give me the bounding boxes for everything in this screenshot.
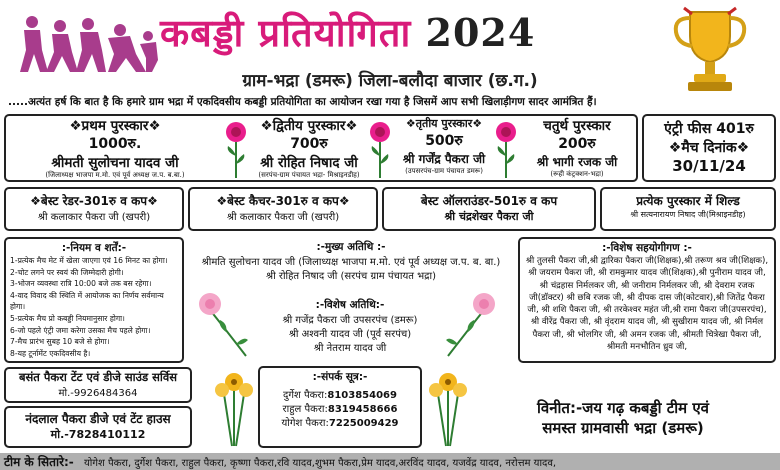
- rule-item: 7-मैच प्रारंभ सुबह 10 बजे से होगा।: [10, 337, 110, 347]
- contact-box: [258, 366, 422, 448]
- sponsor-phone: मो.-7828410112: [50, 428, 146, 441]
- yellow-flower-icon: [426, 370, 470, 452]
- award-title: ❖बेस्ट रेडर-301रु व कप❖: [30, 194, 158, 208]
- contact-phone[interactable]: 8103854069: [327, 390, 397, 401]
- contact-heading: :-संपर्क सूत्र:-: [312, 371, 368, 383]
- vineet-section: [470, 398, 776, 438]
- special-guest-heading: :-विशेष अतिथि:-: [315, 299, 385, 311]
- prize-title: चतुर्थ पुरस्कार: [543, 118, 611, 134]
- prize-fourth: [520, 116, 634, 179]
- team-stars-label: टीम के सितारे:-: [4, 455, 74, 469]
- sponsor-name: नंदलाल पैकरा डीजे एवं टेंट हाउस: [25, 412, 171, 426]
- location-subtitle: ग्राम-भद्रा (डमरू) जिला-बलौदा बाजार (छ.ग.): [242, 71, 538, 91]
- prize-sponsor: श्री भागी रजक जी: [536, 155, 618, 169]
- special-guest-line: श्री गजेंद्र पैकरा जी उपसरपंच (डमरू): [282, 315, 418, 326]
- prize-sponsor-desc: (सरपंच-ग्राम पंचायत भद्रा- मिश्राइनडीह): [258, 171, 360, 179]
- rule-item: 8-यह टूर्नामेंट एकदिवसीय है।: [10, 348, 91, 358]
- contact-phone[interactable]: 8319458666: [327, 404, 398, 415]
- chief-guest-line: श्रीमति सुलोचना यादव जी (जिलाध्यक्ष भाजपा म.मो. एवं पूर्व अध्यक्ष ज.प. ब. बा.): [201, 257, 501, 268]
- chief-guest-line: श्री रोहित निषाद जी (सरपंच ग्राम पंचायत भद्रा): [266, 271, 436, 282]
- rule-item: 3-भोजन व्यवस्था रात्रि 10:00 बजे तक बस रहेगा।: [10, 279, 152, 289]
- award-winner: श्री चंद्रशेखर पैकरा जी: [444, 210, 534, 223]
- rule-item: 6-जो पहले एंट्री जमा करेगा उसका मैच पहले होगा।: [10, 325, 151, 335]
- page-title: [160, 6, 620, 58]
- sponsor-phone: मो.-9926484364: [58, 388, 138, 399]
- award-best-catcher: [188, 187, 378, 231]
- prize-sponsor: श्री गर्जेंद्र पैकरा जी: [402, 152, 486, 166]
- match-date-label: ❖मैच दिनांक❖: [668, 140, 750, 156]
- sponsor-tent-sound: [4, 367, 192, 403]
- title-text: कबड्डी प्रतियोगिता: [160, 10, 412, 55]
- contact-name: राहुल पैकरा:: [282, 404, 328, 415]
- chief-guest-section: [186, 240, 516, 282]
- prize-title: ❖तृतीय पुरस्कार❖: [405, 117, 483, 130]
- pink-rose-icon: [442, 290, 498, 364]
- rose-icon: [224, 120, 248, 184]
- prize-amount: 200रु: [558, 136, 596, 152]
- prize-amount: 1000रु.: [88, 136, 142, 152]
- title-year: 2024: [425, 10, 536, 55]
- award-title: प्रत्येक पुरस्कार में शिल्ड: [636, 194, 740, 208]
- special-guest-section: [250, 298, 450, 354]
- yellow-flower-icon: [212, 370, 256, 452]
- trophy-icon: [662, 6, 758, 94]
- rule-item: 1-प्रत्येक मैच मेट में खेला जाएगा एवं 16 मिनट का होगा।: [10, 256, 168, 265]
- award-title: ❖बेस्ट कैचर-301रु व कप❖: [216, 194, 350, 208]
- prize-sponsor-desc: (रूही कंट्रक्शन-भद्रा): [550, 170, 604, 178]
- vineet-label: विनीत:: [537, 399, 576, 417]
- prize-sponsor: श्री रोहित निषाद जी: [260, 155, 358, 171]
- kabaddi-players-logo: [12, 14, 160, 78]
- supporters-heading: :-विशेष सहयोगीगण :-: [602, 242, 692, 254]
- prize-third: [394, 116, 494, 176]
- prize-amount: 500रु: [425, 133, 463, 149]
- award-winner: श्री सत्यनारायण निषाद जी(मिश्राइनडीह): [630, 210, 746, 219]
- team-stars-footer: [0, 453, 780, 470]
- supporters-box: [518, 237, 776, 363]
- award-best-raider: [4, 187, 184, 231]
- prize-first: [6, 116, 224, 180]
- team-stars-names: योगेश पैकरा, दुर्गेश पैकरा, राहुल पैकरा, कृष्णा पैकरा,रवि यादव,शुभम पैकरा,प्रेम यादव,अरविंद यादव, यजवेंद्र यादव, नरोत्तम यादव,: [83, 458, 557, 469]
- pink-rose-icon: [196, 290, 252, 364]
- rules-box: [4, 237, 184, 363]
- prize-sponsor: श्रीमती सुलोचना यादव जी: [51, 155, 179, 171]
- prize-amount: 700रु: [290, 136, 328, 152]
- award-title: बेस्ट ऑलराउंडर-501रु व कप: [420, 194, 558, 208]
- prize-title: ❖प्रथम पुरस्कार❖: [69, 118, 161, 134]
- rose-icon: [368, 120, 392, 184]
- award-shield: [600, 187, 776, 231]
- rule-item: 5-प्रत्येक मैच प्रो कबड्डी नियमानुसार होगा।: [10, 313, 125, 323]
- special-guest-line: श्री अश्वनी यादव जी (पूर्व सरपंच): [288, 329, 412, 340]
- entry-fee: एंट्री फीस 401रु: [664, 121, 754, 137]
- contact-item: [260, 401, 420, 415]
- sponsor-dj-tent: [4, 406, 192, 448]
- contact-phone[interactable]: 7225009429: [328, 418, 399, 429]
- prize-second: [250, 116, 368, 180]
- entry-box: [642, 114, 776, 182]
- contact-name: दुर्गेश पैकरा:: [283, 390, 328, 401]
- contact-name: योगेश पैकरा:: [281, 418, 329, 429]
- rule-item: 2-चोट लगने पर स्वयं की जिम्मेदारी होगी।: [10, 267, 124, 277]
- rose-icon: [494, 120, 518, 184]
- intro-text: .....अत्यंत हर्ष कि बात है कि हमारे ग्राम भद्रा में एकदिवसीय कबड्डी प्रतियोगिता का आयोजन रखा गया है जिसमें आप सभी खिलाड़ीगण सादर आमंत्रित हैं।: [8, 96, 597, 108]
- vineet-team: -जय गढ़ कबड्डी टीम एवं: [575, 399, 709, 417]
- award-winner: श्री कलाकार पैकरा जी (खपरी): [226, 212, 340, 223]
- prize-sponsor-desc: (जिलाध्यक्ष भाजपा म.मो. एवं पूर्व अध्यक्ष ज.प. ब.बा.): [45, 171, 185, 179]
- sponsor-name: बसंत पैकरा टेंट एवं डीजे साउंड सर्विस: [18, 370, 178, 384]
- vineet-line2: समस्त ग्रामवासी भद्रा (डमरू): [542, 419, 704, 437]
- special-guest-line: श्री नेतराम यादव जी: [313, 343, 387, 354]
- contact-item: [260, 415, 420, 429]
- match-date: 30/11/24: [672, 157, 746, 175]
- contact-item: [260, 387, 420, 401]
- rule-item: 4-वाद विवाद की स्थिति में आयोजक का निर्णय सर्वमान्य होगा।: [10, 290, 164, 312]
- chief-guest-heading: :-मुख्य अतिथि :-: [316, 241, 386, 253]
- award-winner: श्री कलाकार पैकरा जी (खपरी): [37, 212, 151, 223]
- prize-sponsor-desc: (उपसरपंच-ग्राम पंचायत डमरू): [405, 167, 483, 175]
- award-best-allrounder: [382, 187, 596, 231]
- supporters-list: श्री तुलसी पैकरा जी,श्री द्वारिका पैकरा जी(शिक्षक),श्री तरूण श्रव जी(शिक्षक), श्री जयराम पैकरा जी, श्री रामकुमार यादव जी(शिक्षक),श्री पुनीराम यादव जी, श्री चंद्रहास निर्मलकर जी, श्री जनीराम निर्मलकर जी, श्री देवराम रजक जी(डॉक्टर) श्री छबि रजक जी, श्री दीपक दास जी(कोटवार),श्री जितेंद्र पैकरा जी, श्री शशि पैकरा जी, श्री तरकेश्वर महंत जी,श्री रामा पैकरा जी(उपसरपंच), श्री वीरेंद्र पैकरा जी, श्री वृंदराम यादव जी, श्री सुखीराम यादव जी, श्री निर्मल पैकरा जी, श्री भोलगिर जी, श्री अमन रजक जी, श्रीमती चित्रेखा पैकरा जी, श्रीमती मनभौतिन ध्रुव जी,: [525, 256, 769, 353]
- rules-heading: :-नियम व शर्तें:-: [61, 242, 127, 254]
- vineet-line1: [470, 398, 776, 418]
- prize-title: ❖द्वितीय पुरस्कार❖: [260, 118, 358, 134]
